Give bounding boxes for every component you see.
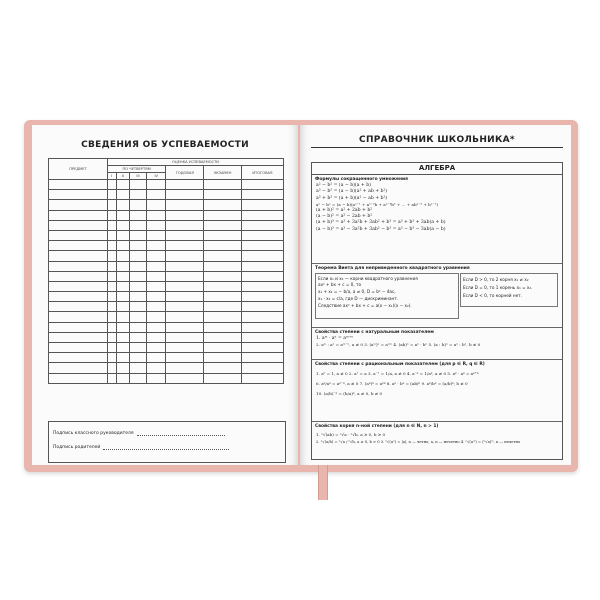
- grade-cell[interactable]: [129, 353, 147, 363]
- grade-cell[interactable]: [108, 373, 117, 383]
- grade-cell[interactable]: [241, 241, 283, 251]
- grade-cell[interactable]: [241, 363, 283, 373]
- col-subject: ПРЕДМЕТ: [49, 159, 108, 180]
- table-row: [49, 200, 284, 210]
- table-row: [49, 353, 284, 363]
- grade-cell[interactable]: [129, 210, 147, 220]
- grade-cell[interactable]: [108, 200, 117, 210]
- col-final: ИТОГОВАЯ: [241, 166, 283, 180]
- subject-cell[interactable]: [49, 210, 108, 220]
- grade-cell[interactable]: [204, 190, 242, 200]
- table-row: [49, 373, 284, 383]
- rational-line: 6. aᵖ/aᵍ = aᵖ⁻ᵍ, a ≠ 0 7. (aᵖ)ᵍ = aᵖᵍ 8. aᵖ · bᵖ = (ab)ᵖ 9. aᵖ/bᵖ = (a/b)ᵖ; b ≠ 0: [316, 381, 468, 386]
- grade-cell[interactable]: [108, 322, 117, 332]
- grade-cell[interactable]: [129, 200, 147, 210]
- grade-cell[interactable]: [204, 322, 242, 332]
- grade-cell[interactable]: [204, 251, 242, 261]
- grade-cell[interactable]: [108, 241, 117, 251]
- formula-line: (a + b)³ = a³ + 3a²b + 3ab² + b³ = a³ + b³ + 3ab(a + b): [316, 220, 446, 226]
- grade-cell[interactable]: [241, 251, 283, 261]
- quarter-header: III: [129, 173, 147, 180]
- grade-cell[interactable]: [147, 322, 166, 332]
- grade-cell[interactable]: [116, 322, 129, 332]
- grade-cell[interactable]: [116, 200, 129, 210]
- vieta-line: x₁ · x₂ = c/a, где D — дискриминант.: [318, 296, 399, 301]
- grade-cell[interactable]: [204, 312, 242, 322]
- grade-cell[interactable]: [108, 332, 117, 342]
- subject-cell[interactable]: [49, 312, 108, 322]
- grade-cell[interactable]: [204, 332, 242, 342]
- grade-cell[interactable]: [241, 261, 283, 271]
- grade-cell[interactable]: [129, 261, 147, 271]
- table-row: [49, 271, 284, 281]
- grade-cell[interactable]: [129, 322, 147, 332]
- grade-cell[interactable]: [108, 261, 117, 271]
- grade-cell[interactable]: [129, 292, 147, 302]
- grade-cell[interactable]: [166, 220, 204, 230]
- grade-cell[interactable]: [108, 230, 117, 240]
- grade-cell[interactable]: [116, 271, 129, 281]
- vieta-case: Если D > 0, то 2 корня x₁ ≠ x₂: [463, 277, 529, 282]
- grade-cell[interactable]: [204, 261, 242, 271]
- table-row: [49, 220, 284, 230]
- sig-parents-label: Подпись родителей: [53, 445, 101, 450]
- grade-cell[interactable]: [116, 343, 129, 353]
- subject-cell[interactable]: [49, 353, 108, 363]
- sig-parents-row: [53, 445, 229, 450]
- grade-cell[interactable]: [116, 180, 129, 190]
- grade-cell[interactable]: [129, 190, 147, 200]
- grade-cell[interactable]: [241, 271, 283, 281]
- subject-cell[interactable]: [49, 322, 108, 332]
- grade-cell[interactable]: [116, 353, 129, 363]
- grade-cell[interactable]: [129, 251, 147, 261]
- grade-cell[interactable]: [241, 322, 283, 332]
- grade-cell[interactable]: [241, 373, 283, 383]
- grade-cell[interactable]: [241, 230, 283, 240]
- s1-title: Формулы сокращенного умножения: [315, 177, 408, 182]
- sig-teacher-line[interactable]: [137, 435, 225, 436]
- root-line: 1. ⁿ√(ab) = ⁿ√a · ⁿ√b, a ≥ 0, b ≥ 0: [316, 432, 386, 437]
- right-page-title: СПРАВОЧНИК ШКОЛЬНИКА*: [359, 135, 515, 145]
- grade-cell[interactable]: [116, 251, 129, 261]
- grade-cell[interactable]: [108, 251, 117, 261]
- grade-cell[interactable]: [116, 190, 129, 200]
- grade-cell[interactable]: [166, 200, 204, 210]
- grade-cell[interactable]: [166, 230, 204, 240]
- grade-cell[interactable]: [147, 281, 166, 291]
- subject-cell[interactable]: [49, 241, 108, 251]
- subject-cell[interactable]: [49, 261, 108, 271]
- grade-cell[interactable]: [116, 292, 129, 302]
- subject-cell[interactable]: [49, 271, 108, 281]
- subject-cell[interactable]: [49, 230, 108, 240]
- algebra-heading: АЛГЕБРА: [312, 164, 562, 175]
- grade-cell[interactable]: [241, 210, 283, 220]
- section-reduced-multiplication: [312, 177, 562, 232]
- vieta-line: Следствие ax² + bx + c = a(x − x₁)(x − x₂).: [318, 303, 412, 308]
- grade-cell[interactable]: [166, 322, 204, 332]
- subject-cell[interactable]: [49, 281, 108, 291]
- grade-cell[interactable]: [204, 230, 242, 240]
- grade-cell[interactable]: [129, 180, 147, 190]
- subject-cell[interactable]: [49, 200, 108, 210]
- table-row: [49, 332, 284, 342]
- power-line: 2. aᵐ : aⁿ = aᵐ⁻ⁿ, a ≠ 0 3. (aᵐ)ⁿ = aᵐⁿ 4. (ab)ⁿ = aⁿ · bⁿ 5. (a : b)ⁿ = aⁿ : bⁿ, b ≠ 0: [316, 342, 481, 348]
- col-quarters: ПО ЧЕТВЕРТЯМ: [108, 166, 166, 173]
- grade-cell[interactable]: [116, 281, 129, 291]
- subject-cell[interactable]: [49, 292, 108, 302]
- grades-table: [48, 158, 284, 384]
- grade-cell[interactable]: [129, 363, 147, 373]
- signature-box: [48, 421, 286, 463]
- grade-cell[interactable]: [166, 180, 204, 190]
- s4-title: Свойства степени с рациональным показателем (для p ∈ R, q ∈ R): [315, 362, 485, 367]
- section-roots: [312, 421, 562, 447]
- grade-cell[interactable]: [108, 363, 117, 373]
- rational-line: 10. (a/b)⁻ᵖ = (b/a)ᵖ, a ≠ 0, b ≠ 0: [316, 391, 383, 396]
- section-vieta: [312, 263, 562, 326]
- table-row: [49, 292, 284, 302]
- grade-cell[interactable]: [166, 353, 204, 363]
- grade-cell[interactable]: [166, 251, 204, 261]
- bookmark-ribbon[interactable]: [318, 464, 328, 500]
- vieta-line: ax² + bx + c = 0, то: [318, 282, 362, 287]
- quarter-header: II: [116, 173, 129, 180]
- grade-cell[interactable]: [116, 373, 129, 383]
- grade-cell[interactable]: [241, 353, 283, 363]
- subject-cell[interactable]: [49, 363, 108, 373]
- subject-cell[interactable]: [49, 190, 108, 200]
- vieta-left-box: [315, 273, 459, 319]
- grade-cell[interactable]: [241, 312, 283, 322]
- grade-cell[interactable]: [147, 271, 166, 281]
- grade-cell[interactable]: [241, 332, 283, 342]
- grade-cell[interactable]: [147, 200, 166, 210]
- grade-cell[interactable]: [129, 241, 147, 251]
- grade-cell[interactable]: [108, 220, 117, 230]
- root-line: 2. ⁿ√(a/b) = ⁿ√a / ⁿ√b, a ≥ 0, b > 0 3. ⁿ√(aⁿ) = |a|, n — четно; a, n — нечетно 4. ⁿ√(aᵐ) = (ⁿ√a)ᵐ, n — нечетно: [316, 440, 521, 444]
- left-page-title: СВЕДЕНИЯ ОБ УСПЕВАЕМОСТИ: [81, 140, 249, 150]
- col-grades: ОЦЕНКА УСПЕВАЕМОСТИ: [108, 159, 284, 166]
- subject-cell[interactable]: [49, 302, 108, 312]
- grade-cell[interactable]: [166, 312, 204, 322]
- grade-cell[interactable]: [204, 271, 242, 281]
- grade-cell[interactable]: [116, 220, 129, 230]
- grade-cell[interactable]: [166, 292, 204, 302]
- grade-cell[interactable]: [129, 343, 147, 353]
- subject-cell[interactable]: [49, 251, 108, 261]
- grade-cell[interactable]: [204, 373, 242, 383]
- subject-cell[interactable]: [49, 332, 108, 342]
- grade-cell[interactable]: [166, 261, 204, 271]
- right-page-header: [311, 135, 563, 148]
- grade-cell[interactable]: [108, 302, 117, 312]
- grade-cell[interactable]: [204, 200, 242, 210]
- grade-cell[interactable]: [204, 292, 242, 302]
- subject-cell[interactable]: [49, 343, 108, 353]
- table-row: [49, 343, 284, 353]
- grade-cell[interactable]: [129, 271, 147, 281]
- col-exam: ЭКЗАМЕН: [204, 166, 242, 180]
- left-page: [32, 125, 298, 465]
- reference-box: [311, 162, 563, 460]
- grade-cell[interactable]: [241, 281, 283, 291]
- sig-teacher-label: Подпись классного руководителя: [53, 431, 134, 436]
- table-row: [49, 322, 284, 332]
- s3-title: Свойства степени с натуральным показателем: [315, 330, 434, 335]
- grade-cell[interactable]: [204, 180, 242, 190]
- vieta-line: Если x₁ и x₂ — корни квадратного уравнения: [318, 276, 418, 281]
- section-natural-powers: [312, 327, 562, 349]
- section-rational-powers: [312, 359, 562, 401]
- grade-cell[interactable]: [147, 180, 166, 190]
- grade-cell[interactable]: [241, 190, 283, 200]
- grade-cell[interactable]: [241, 302, 283, 312]
- table-row: [49, 312, 284, 322]
- grade-cell[interactable]: [147, 343, 166, 353]
- grade-cell[interactable]: [116, 312, 129, 322]
- grade-cell[interactable]: [204, 210, 242, 220]
- sig-parents-line[interactable]: [103, 449, 229, 450]
- table-row: [49, 180, 284, 190]
- grade-cell[interactable]: [204, 363, 242, 373]
- grade-cell[interactable]: [166, 373, 204, 383]
- table-row: [49, 251, 284, 261]
- formula-line: (a + b)² = a² + 2ab + b²: [316, 207, 373, 213]
- grade-cell[interactable]: [147, 210, 166, 220]
- grade-cell[interactable]: [204, 241, 242, 251]
- table-row: [49, 302, 284, 312]
- grade-cell[interactable]: [129, 312, 147, 322]
- grade-cell[interactable]: [166, 281, 204, 291]
- grade-cell[interactable]: [166, 343, 204, 353]
- grade-cell[interactable]: [116, 302, 129, 312]
- grade-cell[interactable]: [108, 353, 117, 363]
- vieta-case: Если D = 0, то 1 корень x₁ = x₂.: [463, 285, 533, 290]
- subject-cell[interactable]: [49, 180, 108, 190]
- grade-cell[interactable]: [129, 220, 147, 230]
- grade-cell[interactable]: [147, 332, 166, 342]
- formula-line: (a − b)³ = a³ − 3a²b + 3ab² − b³ = a³ − b³ − 3ab(a − b): [316, 226, 446, 232]
- grade-cell[interactable]: [241, 343, 283, 353]
- grade-cell[interactable]: [129, 230, 147, 240]
- subject-cell[interactable]: [49, 373, 108, 383]
- grade-cell[interactable]: [204, 281, 242, 291]
- formula-line: aⁿ − bⁿ = (a − b)(aⁿ⁻¹ + aⁿ⁻²b + aⁿ⁻³b² + ... + abⁿ⁻² + bⁿ⁻¹): [316, 201, 438, 207]
- table-row: [49, 363, 284, 373]
- sig-teacher-row: [53, 431, 225, 436]
- grade-cell[interactable]: [108, 292, 117, 302]
- grade-cell[interactable]: [129, 332, 147, 342]
- grade-cell[interactable]: [166, 271, 204, 281]
- grade-cell[interactable]: [129, 302, 147, 312]
- grade-cell[interactable]: [108, 343, 117, 353]
- rational-line: 1. a⁰ = 1, a ≠ 0 2. a¹ = a 3. a⁻¹ = 1/a, a ≠ 0 4. a⁻ᵖ = 1/aᵖ, a ≠ 0 5. aᵖ · aᵍ = aᵖ⁺ᵍ: [316, 371, 479, 376]
- grade-cell[interactable]: [108, 312, 117, 322]
- right-page: [300, 125, 571, 465]
- grade-cell[interactable]: [108, 271, 117, 281]
- grade-cell[interactable]: [116, 261, 129, 271]
- grade-cell[interactable]: [204, 220, 242, 230]
- grade-cell[interactable]: [147, 312, 166, 322]
- grade-cell[interactable]: [147, 363, 166, 373]
- power-line: 1. aᵐ · aⁿ = aᵐ⁺ⁿ: [316, 336, 354, 342]
- formula-line: a² − b² = (a − b)(a + b): [316, 183, 371, 189]
- formula-line: (a − b)² = a² − 2ab + b²: [316, 214, 373, 220]
- grade-cell[interactable]: [108, 180, 117, 190]
- grade-cell[interactable]: [147, 292, 166, 302]
- grade-cell[interactable]: [166, 190, 204, 200]
- vieta-line: x₁ + x₂ = − b/a, a ≠ 0, D = b² − 4ac,: [318, 289, 396, 294]
- grade-cell[interactable]: [108, 210, 117, 220]
- grade-cell[interactable]: [204, 343, 242, 353]
- formula-line: a³ + b³ = (a + b)(a² − ab + b²): [316, 195, 388, 201]
- grade-cell[interactable]: [108, 281, 117, 291]
- grade-cell[interactable]: [241, 292, 283, 302]
- grade-cell[interactable]: [147, 251, 166, 261]
- grade-cell[interactable]: [147, 220, 166, 230]
- grade-cell[interactable]: [147, 373, 166, 383]
- grade-cell[interactable]: [147, 241, 166, 251]
- grade-cell[interactable]: [241, 200, 283, 210]
- table-row: [49, 241, 284, 251]
- table-row: [49, 261, 284, 271]
- grade-cell[interactable]: [129, 373, 147, 383]
- col-year: ГОДОВАЯ: [166, 166, 204, 180]
- grade-cell[interactable]: [166, 241, 204, 251]
- s2-title: Теорема Виета для неприведенного квадратного уравнения: [315, 266, 470, 271]
- formula-line: a³ − b³ = (a − b)(a² + ab + b²): [316, 189, 388, 195]
- grade-cell[interactable]: [204, 353, 242, 363]
- grade-cell[interactable]: [116, 210, 129, 220]
- s5-title: Свойства корня n-ной степени (для n ∈ N, n > 1): [315, 424, 439, 429]
- grade-cell[interactable]: [147, 190, 166, 200]
- table-row: [49, 281, 284, 291]
- grade-cell[interactable]: [116, 363, 129, 373]
- grade-cell[interactable]: [147, 302, 166, 312]
- grade-cell[interactable]: [147, 261, 166, 271]
- grade-cell[interactable]: [241, 220, 283, 230]
- table-row: [49, 190, 284, 200]
- grade-cell[interactable]: [129, 281, 147, 291]
- grade-cell[interactable]: [204, 302, 242, 312]
- table-row: [49, 210, 284, 220]
- grade-cell[interactable]: [116, 241, 129, 251]
- grade-cell[interactable]: [147, 230, 166, 240]
- grade-cell[interactable]: [241, 180, 283, 190]
- grade-cell[interactable]: [108, 190, 117, 200]
- grade-cell[interactable]: [166, 210, 204, 220]
- vieta-right-box: [460, 273, 558, 307]
- grade-cell[interactable]: [116, 230, 129, 240]
- grade-cell[interactable]: [166, 302, 204, 312]
- grade-cell[interactable]: [166, 332, 204, 342]
- quarter-header: I: [108, 173, 117, 180]
- subject-cell[interactable]: [49, 220, 108, 230]
- grade-cell[interactable]: [166, 363, 204, 373]
- table-row: [49, 230, 284, 240]
- quarter-header: IV: [147, 173, 166, 180]
- grade-cell[interactable]: [147, 353, 166, 363]
- grade-cell[interactable]: [116, 332, 129, 342]
- vieta-case: Если D < 0, то корней нет.: [463, 293, 522, 298]
